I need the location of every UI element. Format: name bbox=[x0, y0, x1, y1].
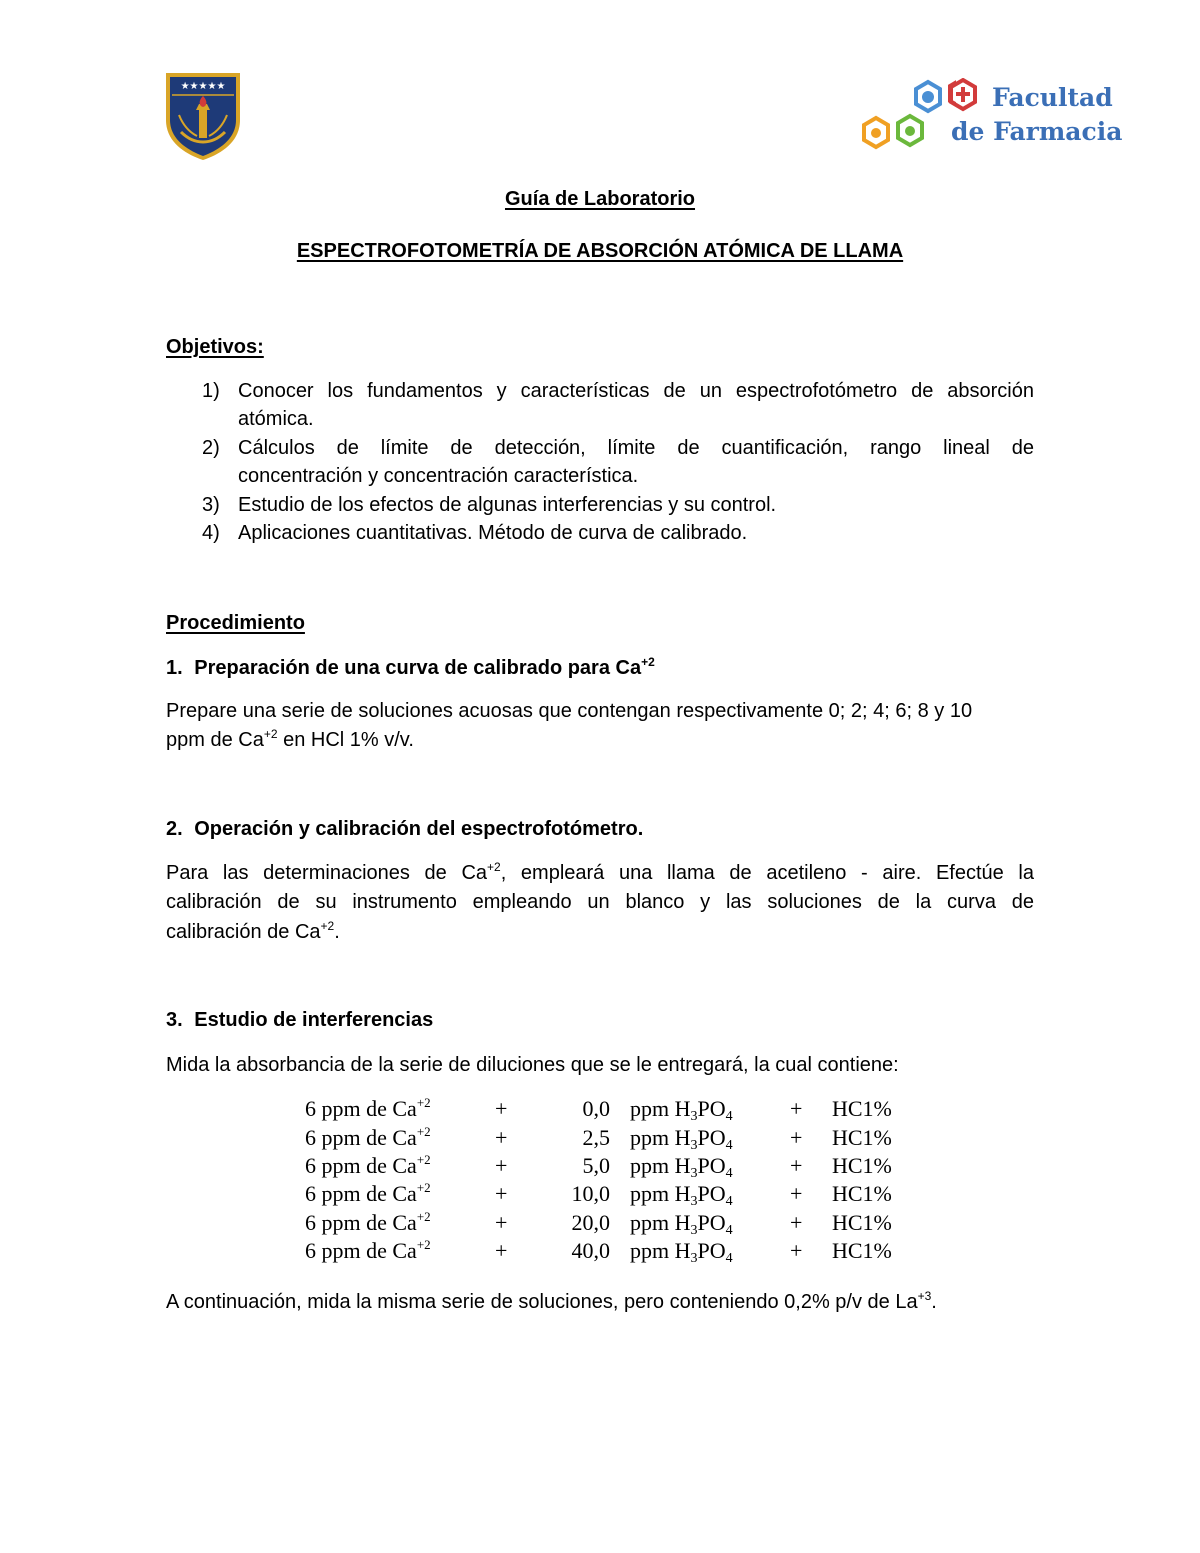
faculty-name-line1: Facultad bbox=[992, 83, 1113, 112]
concentration-cell: 2,5 bbox=[582, 1124, 610, 1150]
plus-sign-1: + bbox=[495, 1152, 508, 1178]
plus-sign-2: + bbox=[790, 1209, 803, 1235]
calcium-cell: 6 ppm de $Ca^{+2}$ bbox=[305, 1151, 431, 1178]
acid-phosphoric-cell: ppm $H_3PO_4$ bbox=[630, 1152, 733, 1181]
university-shield-icon bbox=[163, 70, 243, 162]
acid-phosphoric-cell: ppm $H_3PO_4$ bbox=[630, 1181, 733, 1210]
faculty-logo bbox=[856, 78, 1123, 158]
plus-sign-2: + bbox=[790, 1096, 803, 1122]
calcium-cell: 6 ppm de $Ca^{+2}$ bbox=[305, 1237, 431, 1264]
pharmacy-cross-icon bbox=[948, 78, 978, 112]
objective-num-2: 2) bbox=[202, 437, 220, 459]
section-2-title bbox=[166, 815, 643, 843]
objective-text-3: Estudio de los efectos de algunas interferencias y su control. bbox=[238, 494, 777, 516]
plus-sign-2: + bbox=[790, 1181, 803, 1207]
plus-sign-2: + bbox=[790, 1124, 803, 1150]
section-1-number: 1. bbox=[166, 657, 183, 679]
objectives-heading: Objetivos: bbox=[166, 336, 264, 358]
section-1-title-sup: +2 bbox=[641, 655, 655, 669]
objective-num-1: 1) bbox=[202, 380, 220, 402]
plus-sign-2: + bbox=[790, 1238, 803, 1264]
dilution-row bbox=[305, 1095, 892, 1123]
guide-title: Guía de Laboratorio bbox=[504, 188, 696, 210]
section-2-number: 2. bbox=[166, 818, 183, 840]
hcl-cell: HC1% bbox=[832, 1096, 892, 1122]
section-2-paragraph-line1: Para las determinaciones de $Ca^{+2}$, empleará una llama de acetileno - aire. Efectúe la bbox=[166, 860, 1034, 884]
section-1-paragraph-line1: Prepare una serie de soluciones acuosas que contengan respectivamente 0; 2; 4; 6; 8 y 10 bbox=[166, 700, 973, 722]
hcl-cell: HC1% bbox=[832, 1209, 892, 1235]
plus-sign-1: + bbox=[495, 1209, 508, 1235]
section-3-intro: Mida la absorbancia de la serie de diluciones que se le entregará, la cual contiene: bbox=[166, 1054, 899, 1076]
dilution-row bbox=[305, 1237, 892, 1265]
hcl-cell: HC1% bbox=[832, 1124, 892, 1150]
objective-num-3: 3) bbox=[202, 494, 220, 516]
objective-text-2: Cálculos de límite de detección, límite de cuantificación, rango lineal de bbox=[238, 437, 1034, 459]
concentration-cell: 0,0 bbox=[582, 1096, 610, 1122]
acid-phosphoric-cell: ppm $H_3PO_4$ bbox=[630, 1209, 733, 1238]
dilution-row bbox=[305, 1209, 892, 1237]
calcium-cell: 6 ppm de $Ca^{+2}$ bbox=[305, 1180, 431, 1207]
calcium-cell: 6 ppm de $Ca^{+2}$ bbox=[305, 1123, 431, 1150]
acid-phosphoric-cell: ppm $H_3PO_4$ bbox=[630, 1238, 733, 1267]
concentration-cell: 5,0 bbox=[582, 1152, 610, 1178]
plus-sign-1: + bbox=[495, 1238, 508, 1264]
dilution-row bbox=[305, 1152, 892, 1180]
section-2-paragraph-line2: calibración de su instrumento empleando un blanco y las soluciones de la curva de bbox=[166, 891, 1034, 913]
dilution-row bbox=[305, 1180, 892, 1208]
university-logo bbox=[163, 70, 243, 162]
plus-sign-1: + bbox=[495, 1124, 508, 1150]
section-3-number: 3. bbox=[166, 1009, 183, 1031]
objective-text-2-cont: concentración y concentración característica. bbox=[238, 465, 639, 487]
concentration-cell: 10,0 bbox=[571, 1181, 610, 1207]
faculty-hexagons-icon bbox=[856, 78, 956, 158]
dilutions-table bbox=[305, 1095, 892, 1265]
section-1-title bbox=[166, 654, 655, 682]
section-3-outro: A continuación, mida la misma serie de soluciones, pero conteniendo 0,2% p/v de $La^{+3}$. bbox=[166, 1289, 937, 1313]
section-2-title-text: Operación y calibración del espectrofotómetro. bbox=[194, 818, 644, 840]
calcium-cell: 6 ppm de $Ca^{+2}$ bbox=[305, 1095, 431, 1122]
section-3-title-text: Estudio de interferencias bbox=[194, 1009, 434, 1031]
acid-phosphoric-cell: ppm $H_3PO_4$ bbox=[630, 1124, 733, 1153]
objective-text-4: Aplicaciones cuantitativas. Método de curva de calibrado. bbox=[238, 522, 748, 544]
procedure-heading: Procedimiento bbox=[166, 612, 305, 634]
dilution-row bbox=[305, 1123, 892, 1151]
hcl-cell: HC1% bbox=[832, 1152, 892, 1178]
plus-sign-2: + bbox=[790, 1152, 803, 1178]
section-3-title bbox=[166, 1006, 433, 1034]
calcium-cell: 6 ppm de $Ca^{+2}$ bbox=[305, 1208, 431, 1235]
objective-text-1-cont: atómica. bbox=[238, 408, 314, 430]
concentration-cell: 20,0 bbox=[571, 1209, 610, 1235]
svg-text:★★★★★: ★★★★★ bbox=[180, 81, 226, 92]
objective-num-4: 4) bbox=[202, 522, 220, 544]
acid-phosphoric-cell: ppm $H_3PO_4$ bbox=[630, 1096, 733, 1125]
section-1-paragraph-line2: ppm de $Ca^{+2}$ en HCl 1% v/v. bbox=[166, 727, 414, 751]
plus-sign-1: + bbox=[495, 1096, 508, 1122]
hcl-cell: HC1% bbox=[832, 1181, 892, 1207]
objective-text-1: Conocer los fundamentos y características de un espectrofotómetro de absorción bbox=[238, 380, 1034, 402]
main-title: ESPECTROFOTOMETRÍA DE ABSORCIÓN ATÓMICA DE LLAMA bbox=[296, 240, 904, 262]
hcl-cell: HC1% bbox=[832, 1238, 892, 1264]
concentration-cell: 40,0 bbox=[571, 1238, 610, 1264]
plus-sign-1: + bbox=[495, 1181, 508, 1207]
section-2-paragraph-line3: calibración de $Ca^{+2}$. bbox=[166, 919, 340, 943]
faculty-name-line2: de Farmacia bbox=[951, 117, 1123, 146]
section-1-title-text: Preparación de una curva de calibrado para Ca bbox=[194, 657, 642, 679]
